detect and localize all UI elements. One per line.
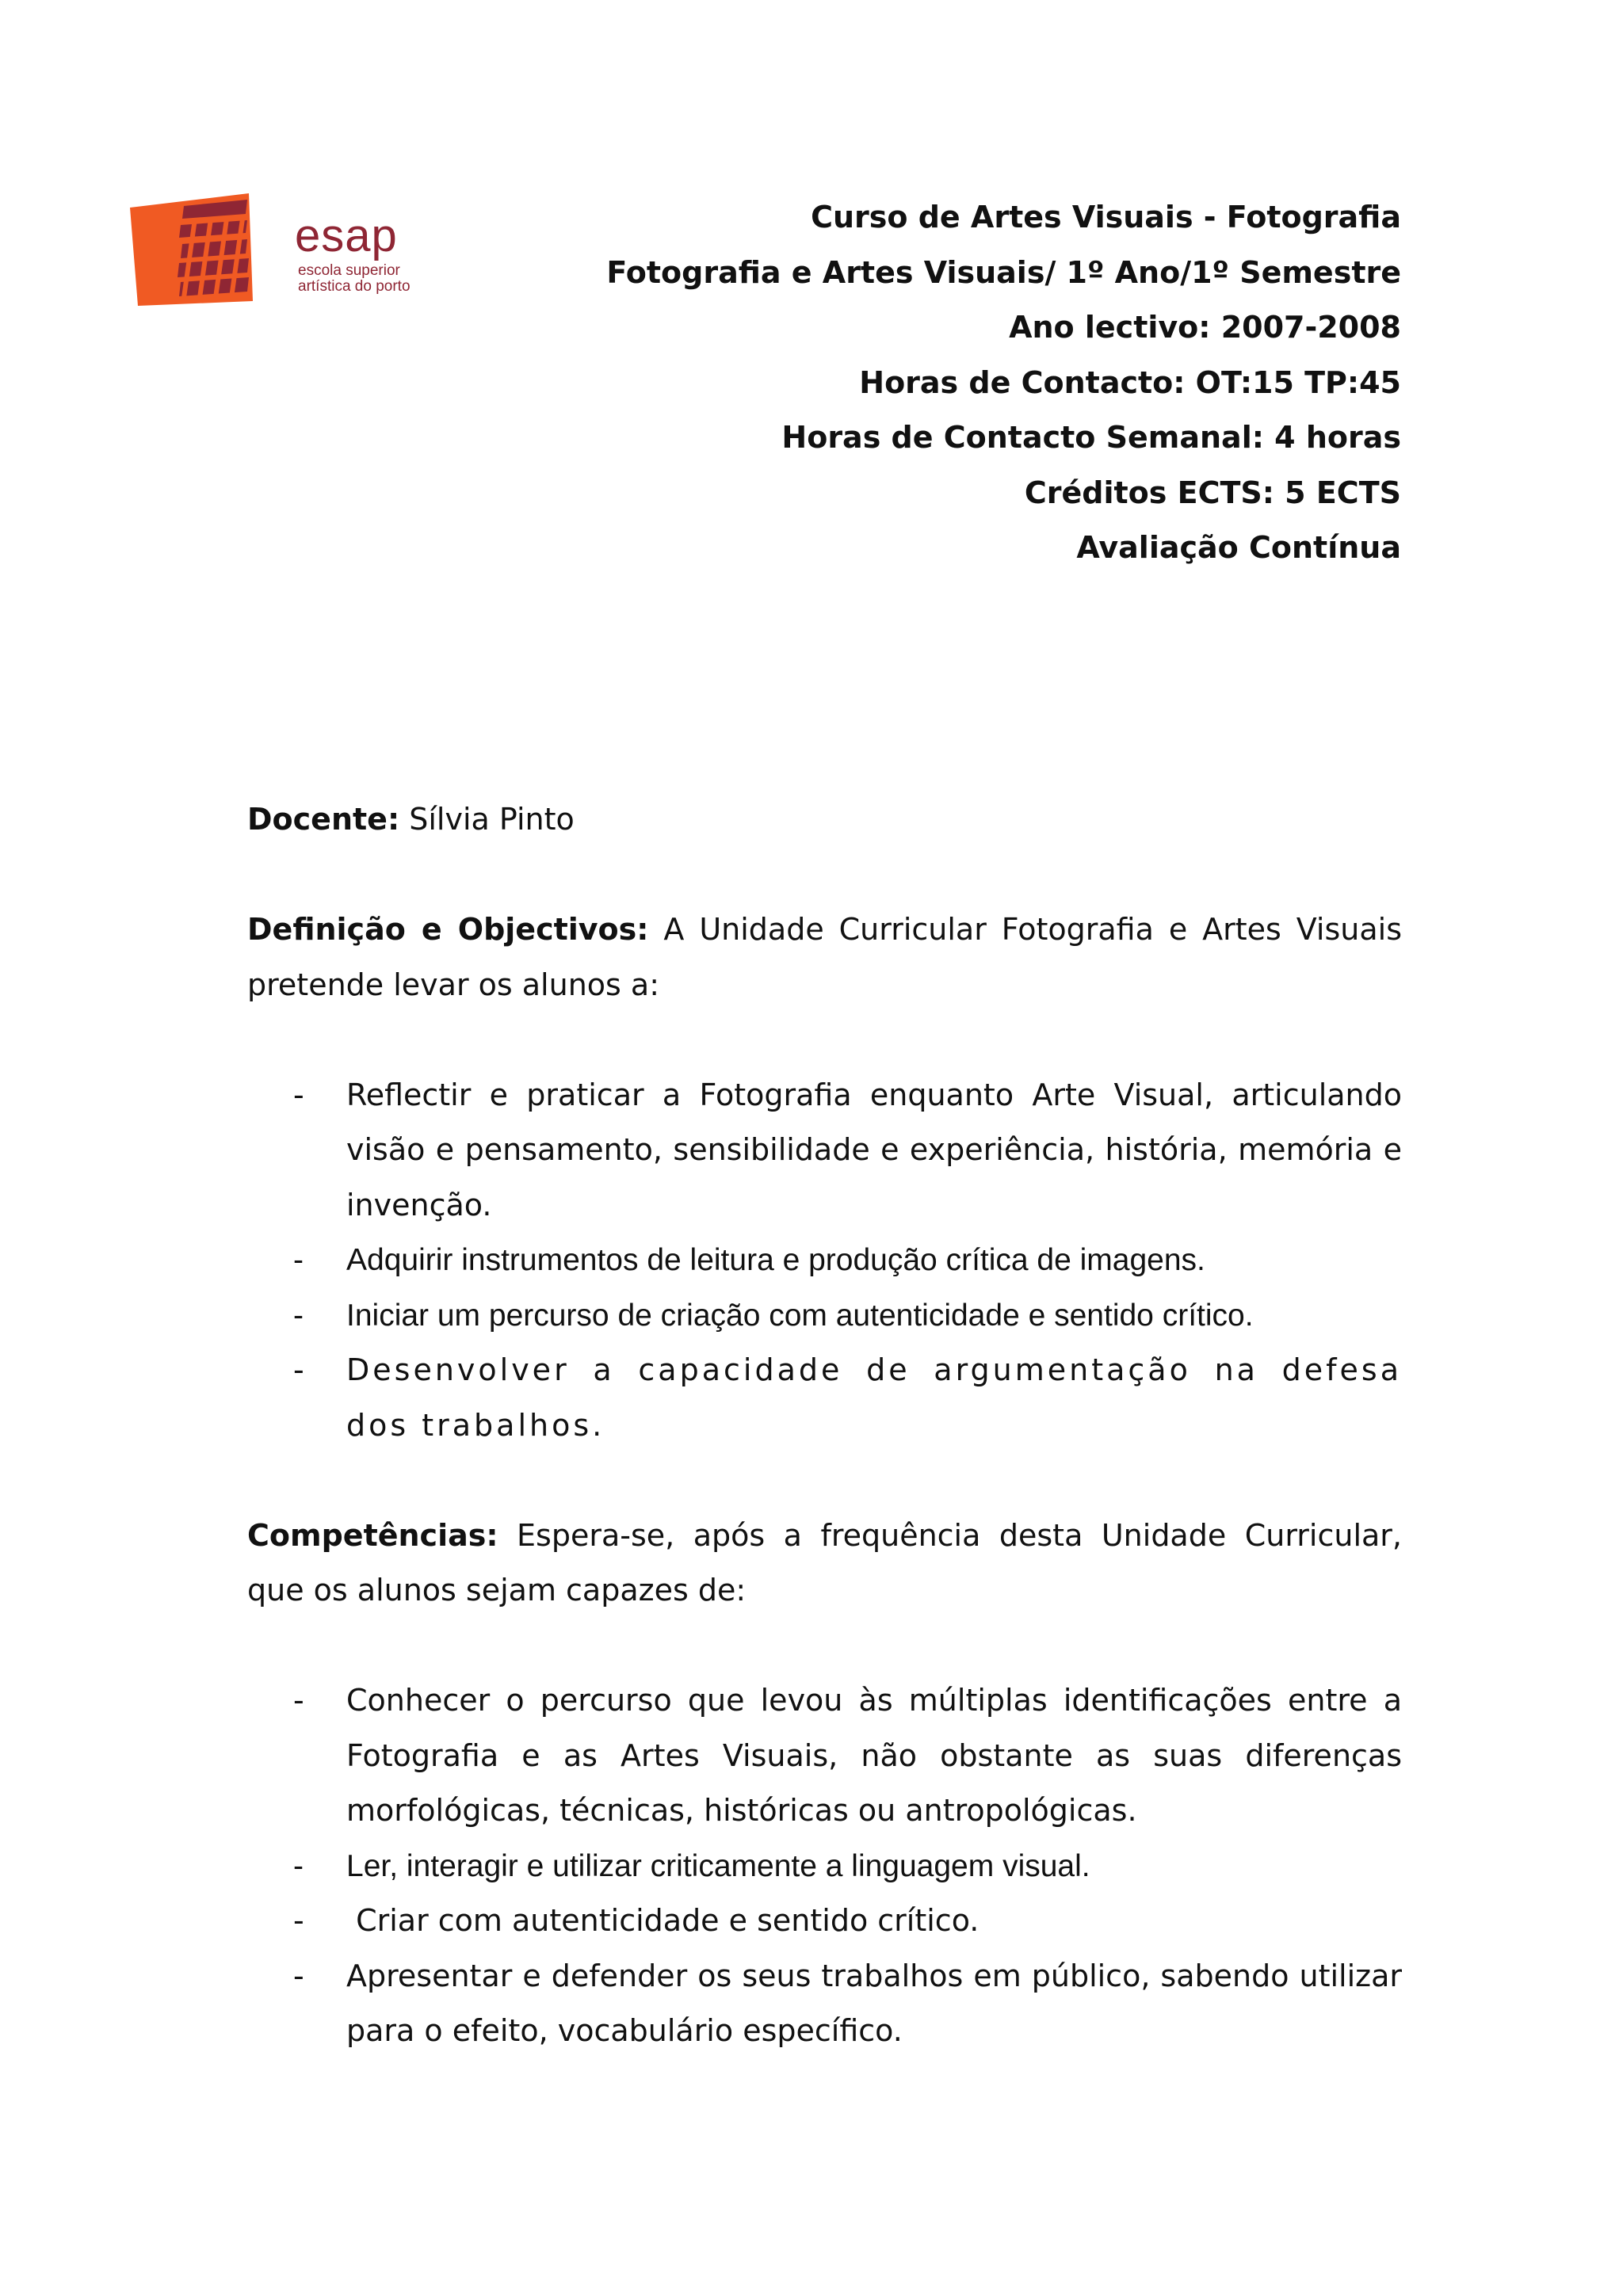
academic-year: Ano lectivo: 2007-2008 [1009, 310, 1401, 345]
docente-label: Docente: [247, 802, 400, 837]
weekly-hours: Horas de Contacto Semanal: 4 horas [781, 420, 1401, 455]
list-item: - Adquirir instrumentos de leitura e produção crítica de imagens. [247, 1233, 1402, 1288]
evaluation-type: Avaliação Contínua [1076, 530, 1401, 565]
ects-credits: Créditos ECTS: 5 ECTS [1024, 475, 1401, 510]
list-item: - Criar com autenticidade e sentido crítico. [247, 1894, 1402, 1949]
competencias-text: Espera-se, após a frequência desta Unidade Curricular, que os alunos sejam capazes de: [247, 1517, 1402, 1608]
unit-title: Fotografia e Artes Visuais/ 1º Ano/1º Semestre [606, 254, 1401, 290]
docente-value: Sílvia Pinto [399, 802, 575, 837]
document-body [247, 792, 1402, 2114]
contact-hours: Horas de Contacto: OT:15 TP:45 [859, 364, 1401, 400]
docente-paragraph [247, 792, 1402, 848]
list-item: - Desenvolver a capacidade de argumentação na defesa dos trabalhos. [247, 1343, 1402, 1453]
objectives-list [247, 1068, 1402, 1454]
definicao-paragraph [247, 902, 1402, 1013]
competencias-paragraph [247, 1508, 1402, 1619]
competencias-list [247, 1673, 1402, 2059]
list-item: - Ler, interagir e utilizar criticamente a linguagem visual. [247, 1839, 1402, 1894]
list-item: - Apresentar e defender os seus trabalhos em público, sabendo utilizar para o efeito, vocabulário específico. [247, 1949, 1402, 2059]
document-header [371, 190, 1401, 576]
definicao-text: A Unidade Curricular Fotografia e Artes Visuais pretende levar os alunos a: [247, 912, 1403, 1002]
list-item: - Iniciar um percurso de criação com autenticidade e sentido crítico. [247, 1288, 1402, 1344]
logo-subtitle-line1: escola superior [298, 262, 400, 279]
course-title: Curso de Artes Visuais - Fotografia [811, 200, 1401, 235]
definicao-label: Definição e Objectivos: [247, 912, 649, 947]
competencias-label: Competências: [247, 1517, 498, 1553]
list-item: - Conhecer o percurso que levou às múltiplas identificações entre a Fotografia e as Artes Visuais, não obstante as suas diferenças morfológicas, técnicas, históricas ou antropológicas. [247, 1673, 1402, 1839]
logo-name: esap [295, 210, 398, 261]
list-item: - Reflectir e praticar a Fotografia enquanto Arte Visual, articulando visão e pensamento, sensibilidade e experiência, história, memória e invenção. [247, 1068, 1402, 1234]
logo-subtitle-line2: artística do porto [298, 278, 411, 295]
